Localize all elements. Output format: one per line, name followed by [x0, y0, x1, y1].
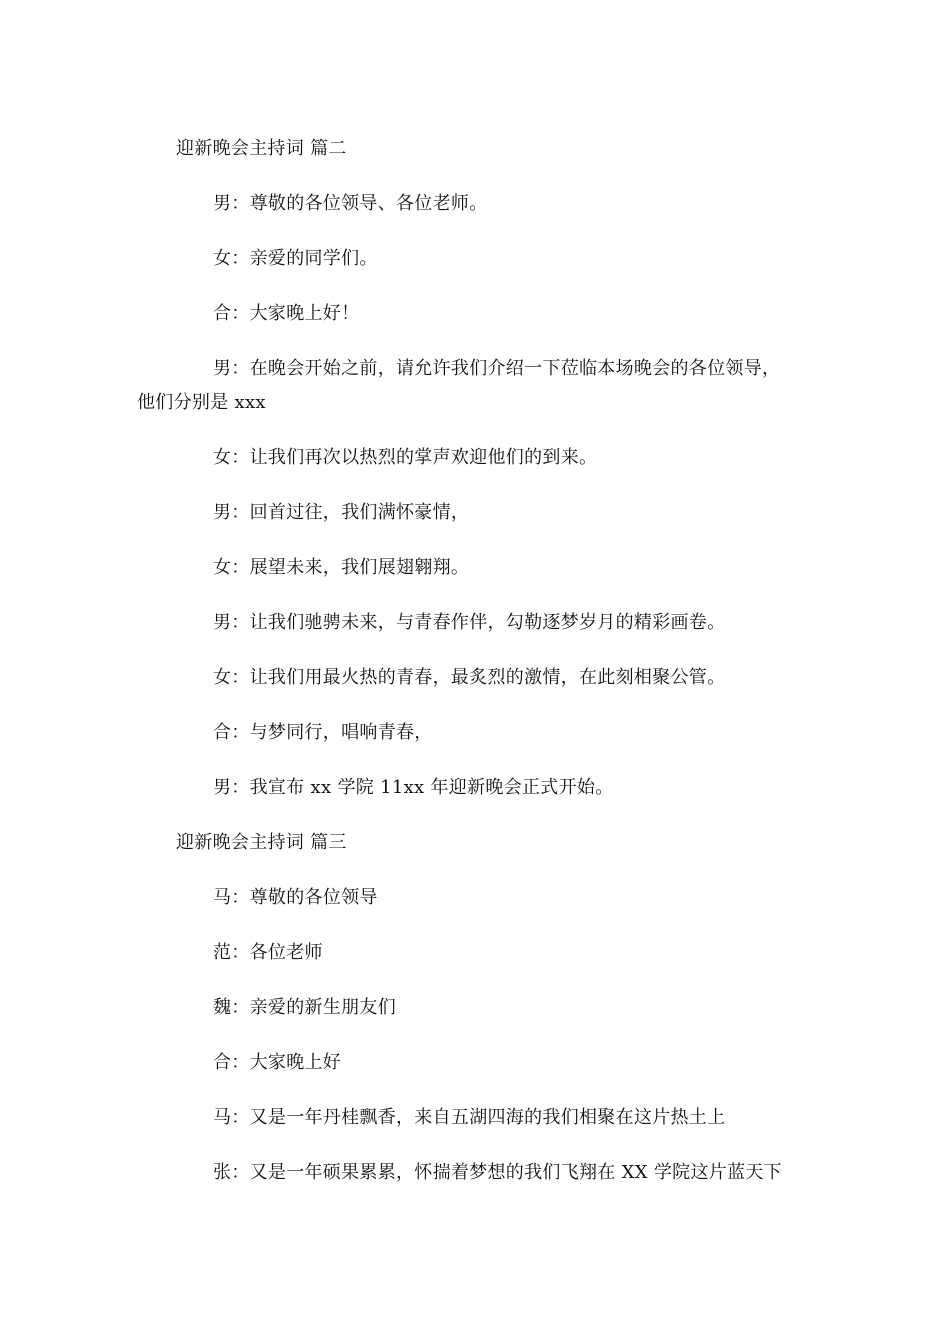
paragraph: 女：让我们再次以热烈的掌声欢迎他们的到来。 [213, 447, 598, 468]
paragraph: 魏：亲爱的新生朋友们 [213, 997, 396, 1018]
paragraph: 马：又是一年丹桂飘香，来自五湖四海的我们相聚在这片热土上 [213, 1107, 726, 1128]
paragraph: 合：大家晚上好！ [213, 303, 360, 324]
paragraph: 女：亲爱的同学们。 [213, 248, 378, 269]
paragraph: 张：又是一年硕果累累，怀揣着梦想的我们飞翔在 XX 学院这片蓝天下 [213, 1162, 782, 1183]
paragraph-continuation: 他们分别是 xxx [137, 392, 266, 413]
paragraph: 男：尊敬的各位领导、各位老师。 [213, 193, 488, 214]
section-heading: 迎新晚会主持词 篇二 [176, 138, 347, 159]
paragraph: 马：尊敬的各位领导 [213, 887, 378, 908]
paragraph: 合：大家晚上好 [213, 1052, 342, 1073]
paragraph: 男：我宣布 xx 学院 11xx 年迎新晚会正式开始。 [213, 777, 614, 798]
paragraph: 男：让我们驰骋未来，与青春作伴，勾勒逐梦岁月的精彩画卷。 [213, 612, 726, 633]
paragraph: 女：让我们用最火热的青春，最炙烈的激情，在此刻相聚公管。 [213, 667, 726, 688]
paragraph: 范：各位老师 [213, 942, 323, 963]
paragraph: 合：与梦同行，唱响青春， [213, 722, 433, 743]
paragraph: 女：展望未来，我们展翅翱翔。 [213, 557, 470, 578]
paragraph: 男：回首过往，我们满怀豪情， [213, 502, 470, 523]
section-heading: 迎新晚会主持词 篇三 [176, 832, 347, 853]
paragraph: 男：在晚会开始之前，请允许我们介绍一下莅临本场晚会的各位领导， [213, 358, 781, 379]
